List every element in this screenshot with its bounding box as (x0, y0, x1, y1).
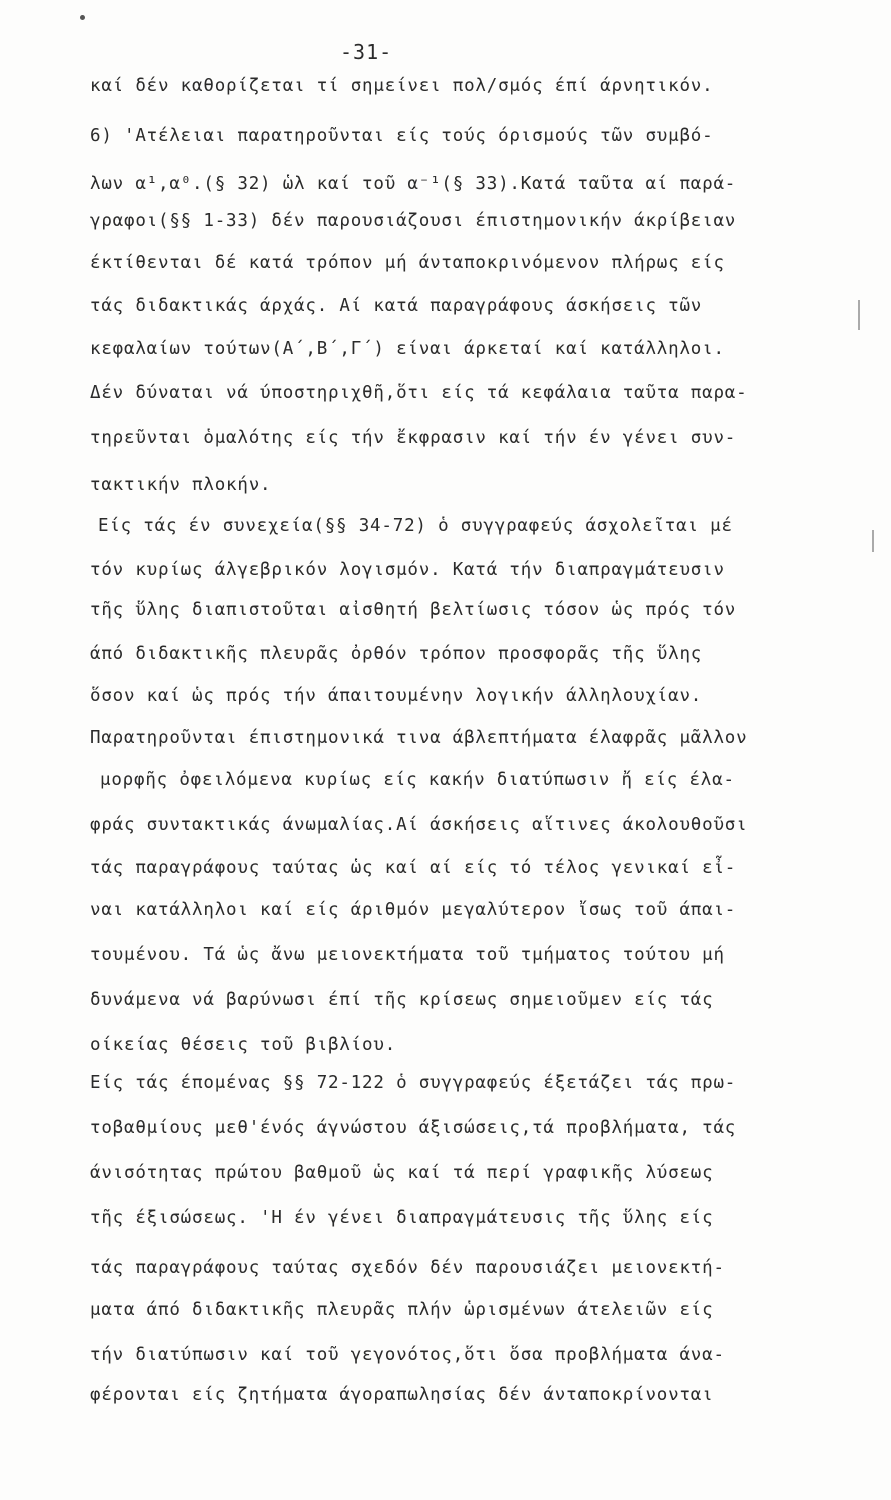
text-line: φέρονται είς ζητήματα άγοραπωλησίας δέν άνταποκρίνονται (90, 1385, 714, 1405)
text-line: τῆς έξισώσεως. 'Η έν γένει διαπραγμάτευσις τῆς ὕλης είς (90, 1208, 714, 1228)
text-line: 6) 'Ατέλειαι παρατηροῦνται είς τούς όρισμούς τῶν συμβό- (90, 126, 714, 146)
paper-speck (80, 15, 85, 20)
text-line: μορφῆς ὀφειλόμενα κυρίως είς κακήν διατύπωσιν ἤ είς έλα- (100, 770, 735, 790)
text-line: τόν κυρίως άλγεβρικόν λογισμόν. Κατά τήν διαπραγμάτευσιν (90, 560, 725, 580)
page-number: -31- (340, 40, 393, 64)
text-line: λων α¹,α⁰.(§ 32) ὡλ καί τοῦ α⁻¹(§ 33).Κατά ταῦτα αί παρά- (90, 174, 737, 194)
text-line: τουμένου. Τά ὡς ἄνω μειονεκτήματα τοῦ τμήματος τούτου μή (90, 945, 725, 965)
margin-mark (872, 530, 874, 552)
text-line: άπό διδακτικῆς πλευρᾶς ὀρθόν τρόπον προσφορᾶς τῆς ὕλης (90, 644, 703, 664)
text-line: άνισότητας πρώτου βαθμοῦ ὡς καί τά περί γραφικῆς λύσεως (90, 1163, 714, 1183)
text-line: ὅσον καί ὡς πρός τήν άπαιτουμένην λογικήν άλληλουχίαν. (90, 686, 703, 706)
text-line: τάς διδακτικάς άρχάς. Αί κατά παραγράφους άσκήσεις τῶν (90, 296, 703, 316)
text-line: Παρατηροῦνται έπιστημονικά τινα άβλεπτήματα έλαφρᾶς μᾶλλον (90, 728, 748, 748)
text-line: φράς συντακτικάς άνωμαλίας.Αί άσκήσεις αἵτινες άκολουθοῦσι (90, 815, 748, 835)
text-line: ματα άπό διδακτικῆς πλευρᾶς πλήν ὡρισμένων άτελειῶν είς (90, 1300, 714, 1320)
text-line: τακτικήν πλοκήν. (90, 475, 272, 495)
text-line: καί δέν καθορίζεται τί σημείνει πολ/σμός έπί άρνητικόν. (90, 76, 714, 96)
text-line: κεφαλαίων τούτων(Α΄,Β΄,Γ΄) είναι άρκεταί καί κατάλληλοι. (90, 339, 725, 359)
text-line: τηρεῦνται ὁμαλότης είς τήν ἔκφρασιν καί τήν έν γένει συν- (90, 428, 737, 448)
text-line: Είς τάς έπομένας §§ 72-122 ὁ συγγραφεύς έξετάζει τάς πρω- (90, 1073, 737, 1093)
text-line: Δέν δύναται νά ύποστηριχθῆ,ὅτι είς τά κεφάλαια ταῦτα παρα- (90, 383, 748, 403)
text-line: έκτίθενται δέ κατά τρόπον μή άνταποκρινόμενον πλήρως είς (90, 253, 725, 273)
text-line: τῆς ὕλης διαπιστοῦται αἰσθητή βελτίωσις τόσον ὡς πρός τόν (90, 600, 737, 620)
margin-mark (858, 300, 860, 330)
text-line: τάς παραγράφους ταύτας ὡς καί αί είς τό τέλος γενικαί εἶ- (90, 858, 737, 878)
text-line: τοβαθμίους μεθ'ένός άγνώστου άξισώσεις,τά προβλήματα, τάς (90, 1118, 737, 1138)
text-line: Είς τάς έν συνεχεία(§§ 34-72) ὁ συγγραφεύς άσχολεῖται μέ (98, 516, 733, 536)
text-line: δυνάμενα νά βαρύνωσι έπί τῆς κρίσεως σημειοῦμεν είς τάς (90, 990, 714, 1010)
text-line: γραφοι(§§ 1-33) δέν παρουσιάζουσι έπιστημονικήν άκρίβειαν (90, 211, 737, 231)
text-line: τήν διατύπωσιν καί τοῦ γεγονότος,ὅτι ὅσα προβλήματα άνα- (90, 1345, 725, 1365)
text-line: ναι κατάλληλοι καί είς άριθμόν μεγαλύτερον ἴσως τοῦ άπαι- (90, 900, 737, 920)
text-line: τάς παραγράφους ταύτας σχεδόν δέν παρουσιάζει μειονεκτή- (90, 1258, 725, 1278)
text-line: οίκείας θέσεις τοῦ βιβλίου. (90, 1035, 397, 1055)
